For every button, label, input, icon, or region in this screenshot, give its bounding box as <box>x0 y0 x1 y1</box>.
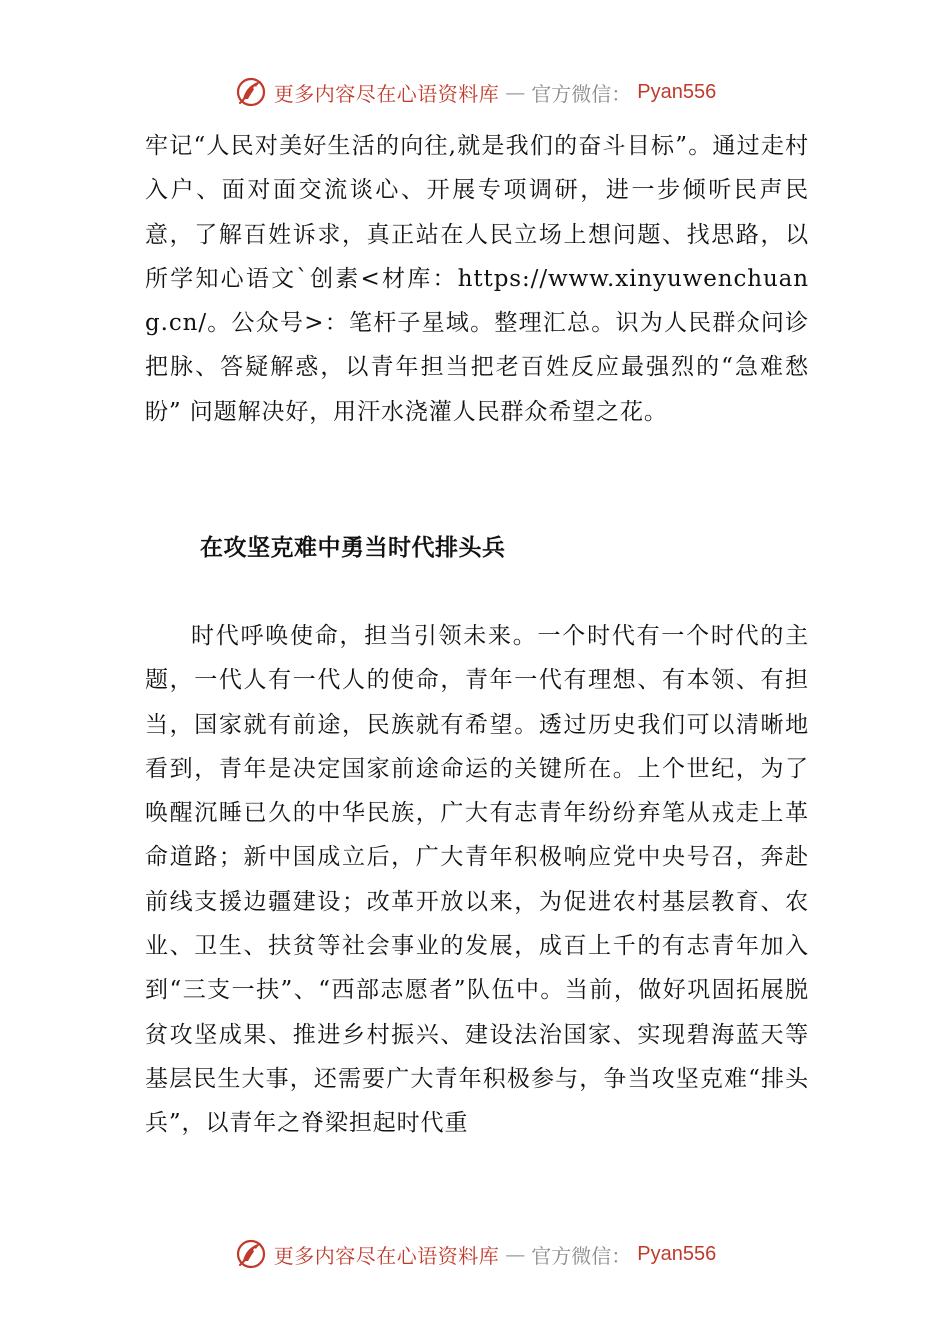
footer-brand <box>234 1237 716 1271</box>
header-brand <box>234 75 716 109</box>
section-heading: 在攻坚克难中勇当时代排头兵 <box>200 535 506 561</box>
paragraph-1: 牢记“人民对美好生活的向往,就是我们的奋斗目标”。通过走村入户、面对面交流谈心、开展专项调研，进一步倾听民声民意，了解百姓诉求，真正站在人民立场上想问题、找思路，以所学知心语文`创素<材库：https://www.xinyuwenchuang.cn/。公众号>：笔杆子星域。整理汇总。识为人民群众问诊把脉、答疑解惑，以青年担当把老百姓反应最强烈的“急难愁盼” 问题解决好，用汗水浇灌人民群众希望之花。 <box>145 133 809 425</box>
header-wechat-id: Pyan556 <box>637 80 717 103</box>
page-footer <box>0 1232 950 1276</box>
footer-wechat-id: Pyan556 <box>637 1242 717 1265</box>
footer-wechat-label: 官方微信： <box>531 1243 632 1268</box>
header-dash: — <box>505 80 526 104</box>
brand-logo-icon <box>234 75 268 109</box>
header-brand-text: 更多内容尽在心语资料库 <box>273 81 500 106</box>
footer-dash: — <box>505 1242 526 1266</box>
header-wechat-label: 官方微信： <box>531 81 632 106</box>
footer-brand-text: 更多内容尽在心语资料库 <box>273 1243 500 1268</box>
body-section-1 <box>145 124 809 434</box>
page-header <box>0 70 950 114</box>
paragraph-2: 时代呼唤使命，担当引领未来。一个时代有一个时代的主题，一代人有一代人的使命，青年一代有理想、有本领、有担当，国家就有前途，民族就有希望。透过历史我们可以清晰地看到，青年是决定国家前途命运的关键所在。上个世纪，为了唤醒沉睡已久的中华民族，广大有志青年纷纷弃笔从戎走上革命道路；新中国成立后，广大青年积极响应党中央号召，奔赴前线支援边疆建设；改革开放以来，为促进农村基层教育、农业、卫生、扶贫等社会事业的发展，成百上千的有志青年加入到“三支一扶”、“西部志愿者”队伍中。当前，做好巩固拓展脱贫攻坚成果、推进乡村振兴、建设法治国家、实现碧海蓝天等基层民生大事，还需要广大青年积极参与，争当攻坚克难“排头兵”，以青年之脊梁担起时代重 <box>145 623 809 1137</box>
body-section-2 <box>145 614 809 1146</box>
brand-logo-icon <box>234 1237 268 1271</box>
